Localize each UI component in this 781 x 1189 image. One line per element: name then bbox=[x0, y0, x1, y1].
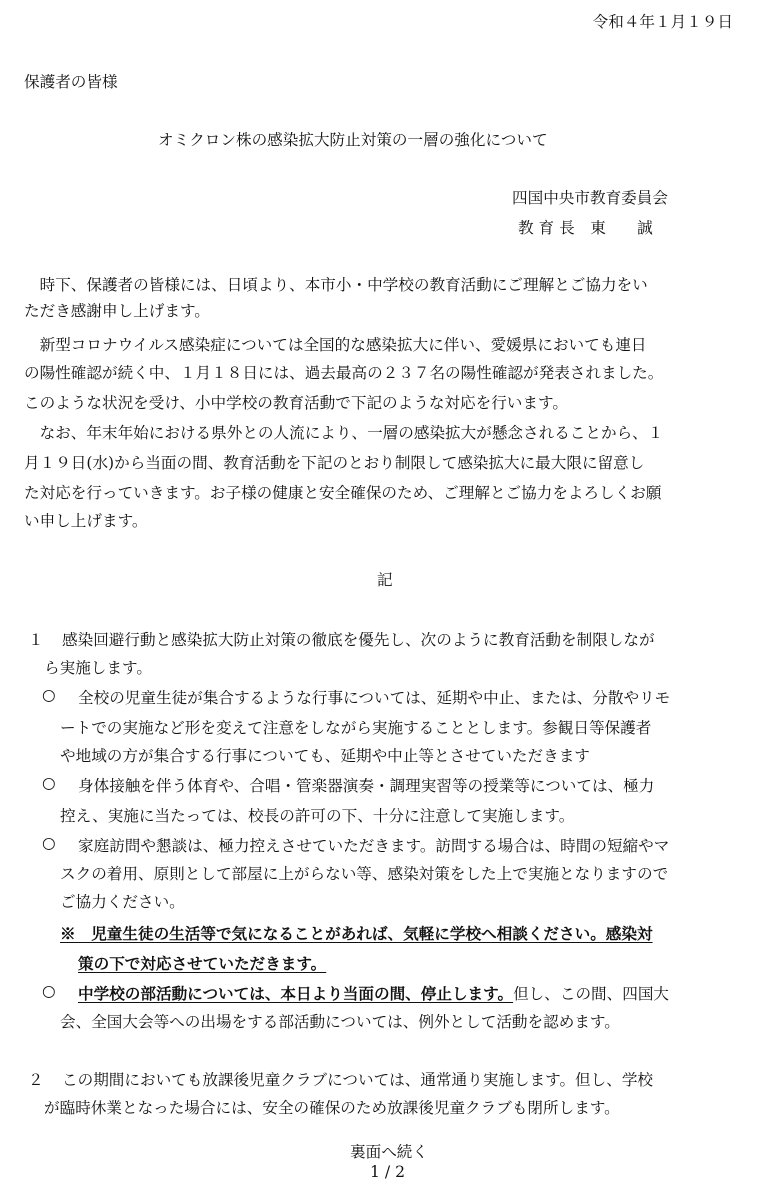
addressee: 保護者の皆様 bbox=[24, 73, 118, 91]
bullet-text: 全校の児童生徒が集合するような行事については、延期や中止、または、分散やリモ bbox=[78, 689, 671, 707]
bullet-text: 控え、実施に当たっては、校長の許可の下、十分に注意して実施します。 bbox=[60, 807, 575, 825]
club-rest-text: 但し、この間、四国大 bbox=[513, 985, 670, 1003]
bullet-text: ートでの実施など形を変えて注意をしながら実施することとします。参観日等保護者 bbox=[60, 719, 652, 737]
intro-line: なお、年末年始における県外との人流により、一層の感染拡大が懸念されることから、１ bbox=[24, 424, 664, 442]
circle-bullet-icon: ○ bbox=[42, 774, 56, 792]
section-text: 感染回避行動と感染拡大防止対策の徹底を優先し、次のように教育活動を制限しなが bbox=[62, 631, 655, 649]
intro-line: ただき感謝申し上げます。 bbox=[24, 302, 210, 320]
intro-line: このような状況を受け、小中学校の教育活動で下記のような対応を行います。 bbox=[24, 394, 568, 412]
intro-line: 新型コロナウイルス感染症については全国的な感染拡大に伴い、愛媛県においても連日 bbox=[24, 336, 647, 354]
ki-heading: 記 bbox=[377, 571, 393, 589]
bullet-text: スクの着用、原則として部屋に上がらない等、感染対策をした上で実施となりますので bbox=[60, 865, 669, 883]
circle-bullet-icon: ○ bbox=[42, 982, 56, 1000]
section-number: ２ bbox=[28, 1071, 44, 1089]
circle-bullet-icon: ○ bbox=[42, 834, 56, 852]
club-bold-text: 中学校の部活動については、本日より当面の間、停止します。 bbox=[78, 984, 514, 1003]
sender-organization: 四国中央市教育委員会 bbox=[512, 189, 668, 207]
bullet-text: 身体接触を伴う体育や、合唱・管楽器演奏・調理実習等の授業等については、極力 bbox=[78, 777, 655, 795]
section-text: が臨時休業となった場合には、安全の確保のため放課後児童クラブも閉所します。 bbox=[44, 1099, 620, 1117]
note-text: ※ 児童生徒の生活等で気になることがあれば、気軽に学校へ相談ください。感染対 bbox=[60, 924, 653, 943]
intro-line: 時下、保護者の皆様には、日頃より、本市小・中学校の教育活動にご理解とご協力をい bbox=[24, 276, 648, 294]
continued-note: 裏面へ続く bbox=[350, 1143, 428, 1161]
note-text: 策の下で対応させていただきます。 bbox=[78, 954, 327, 973]
document-title: オミクロン株の感染拡大防止対策の一層の強化について bbox=[158, 131, 548, 149]
intro-line: た対応を行っていきます。お子様の健康と安全確保のため、ご理解とご協力をよろしくお願 bbox=[24, 484, 662, 502]
intro-line: 月１９日(水)から当面の間、教育活動を下記のとおり制限して感染拡大に最大限に留意し bbox=[24, 454, 645, 472]
bullet-text: ご協力ください。 bbox=[60, 893, 185, 911]
section-text: この期間においても放課後児童クラブについては、通常通り実施します。但し、学校 bbox=[62, 1071, 654, 1089]
intro-line: の陽性確認が続く中、１月１８日には、過去最高の２３７名の陽性確認が発表されました。 bbox=[24, 364, 664, 382]
section-number: １ bbox=[28, 631, 44, 649]
section-text: ら実施します。 bbox=[44, 659, 152, 677]
club-text: 会、全国大会等への出場をする部活動については、例外として活動を認めます。 bbox=[60, 1013, 620, 1031]
date: 令和４年１月１９日 bbox=[592, 13, 733, 31]
club-text bbox=[78, 982, 669, 1004]
bullet-text: 家庭訪問や懇談は、極力控えさせていただきます。訪問する場合は、時間の短縮やマ bbox=[78, 837, 670, 855]
intro-line: い申し上げます。 bbox=[24, 512, 148, 530]
sender-name: 教 育 長 東 誠 bbox=[518, 219, 653, 237]
circle-bullet-icon: ○ bbox=[42, 686, 56, 704]
bullet-text: や地域の方が集合する行事についても、延期や中止等とさせていただきます bbox=[60, 747, 590, 765]
page-number: 1 / 2 bbox=[370, 1163, 406, 1181]
